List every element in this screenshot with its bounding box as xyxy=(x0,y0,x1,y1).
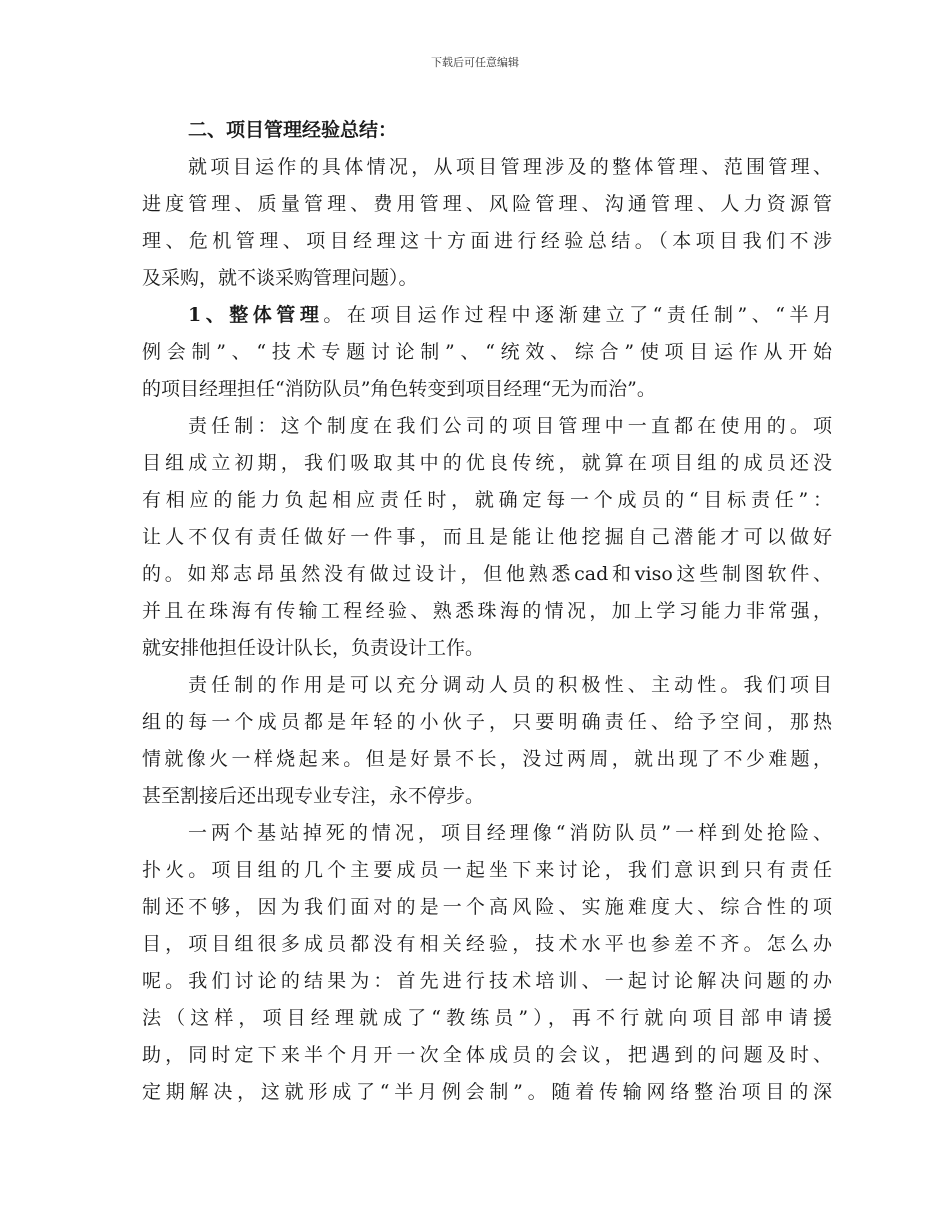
paragraph-line: 责任制：这个制度在我们公司的项目管理中一直都在使用的。项 xyxy=(188,415,832,437)
page-header: 下载后可任意编辑 xyxy=(431,56,519,69)
paragraph-line: 的。如郑志昂虽然没有做过设计，但他熟悉cad和viso这些制图软件、 xyxy=(142,563,832,585)
overall-management-paragraph xyxy=(142,297,832,408)
section-heading: 二、项目管理经验总结： xyxy=(188,119,398,141)
paragraph-line xyxy=(142,297,832,334)
paragraph-line: 就项目运作的具体情况，从项目管理涉及的整体管理、范围管理、 xyxy=(188,156,832,178)
paragraph-line: 目组成立初期，我们吸取其中的优良传统，就算在项目组的成员还没 xyxy=(142,452,832,474)
responsibility-effect-paragraph xyxy=(142,667,832,815)
paragraph-line: 助，同时定下来半个月开一次全体成员的会议，把遇到的问题及时、 xyxy=(142,1044,832,1066)
intro-paragraph xyxy=(142,149,832,297)
paragraph-line: 一两个基站掉死的情况，项目经理像“消防队员”一样到处抢险、 xyxy=(188,822,832,844)
paragraph-line: 目，项目组很多成员都没有相关经验，技术水平也参差不齐。怎么办 xyxy=(142,933,832,955)
paragraph-line: 进度管理、质量管理、费用管理、风险管理、沟通管理、人力资源管 xyxy=(142,193,832,215)
paragraph-line: 制还不够，因为我们面对的是一个高风险、实施难度大、综合性的项 xyxy=(142,896,832,918)
paragraph-line: 甚至割接后还出现专业专注，永不停步。 xyxy=(142,785,485,807)
responsibility-paragraph xyxy=(142,408,832,667)
document-body xyxy=(142,112,832,1111)
item-label: 1、整体管理 xyxy=(188,304,324,326)
paragraph-line: 情就像火一样烧起来。但是好景不长，没过两周，就出现了不少难题， xyxy=(142,748,832,770)
paragraph-line: 扑火。项目组的几个主要成员一起坐下来讨论，我们意识到只有责任 xyxy=(142,859,832,881)
paragraph-line: 呢。我们讨论的结果为：首先进行技术培训、一起讨论解决问题的办 xyxy=(142,970,832,992)
paragraph-line: 就安排他担任设计队长，负责设计工作。 xyxy=(142,637,485,659)
paragraph-line: 责任制的作用是可以充分调动人员的积极性、主动性。我们项目 xyxy=(188,674,832,696)
meeting-system-paragraph xyxy=(142,815,832,1111)
paragraph-line: 组的每一个成员都是年轻的小伙子，只要明确责任、给予空间，那热 xyxy=(142,711,832,733)
paragraph-line: 的项目经理担任“消防队员”角色转变到项目经理“无为而治”。 xyxy=(142,378,656,400)
paragraph-line: 及采购，就不谈采购管理问题）。 xyxy=(142,267,418,289)
item-text: 。在项目运作过程中逐渐建立了“责任制”、“半月 xyxy=(323,304,832,326)
paragraph-line: 定期解决，这就形成了“半月例会制”。随着传输网络整治项目的深 xyxy=(142,1081,832,1103)
paragraph-line: 让人不仅有责任做好一件事，而且是能让他挖掘自己潜能才可以做好 xyxy=(142,526,832,548)
paragraph-line: 有相应的能力负起相应责任时，就确定每一个成员的“目标责任”： xyxy=(142,489,832,511)
paragraph-line: 理、危机管理、项目经理这十方面进行经验总结。（本项目我们不涉 xyxy=(142,230,832,252)
paragraph-line: 例会制”、“技术专题讨论制”、“统效、综合”使项目运作从开始 xyxy=(142,341,832,363)
paragraph-line: 法（这样，项目经理就成了“教练员”），再不行就向项目部申请援 xyxy=(142,1007,832,1029)
paragraph-line: 并且在珠海有传输工程经验、熟悉珠海的情况，加上学习能力非常强， xyxy=(142,600,832,622)
